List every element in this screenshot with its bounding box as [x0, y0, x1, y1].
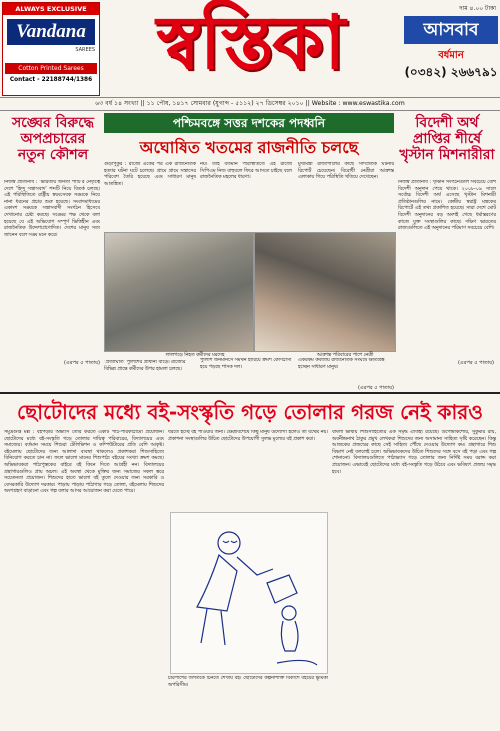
bottom-headline[interactable]: ছোটোদের মধ্যে বই-সংস্কৃতি গড়ে তোলার গরজ নেই কারও: [16, 400, 483, 424]
right-headline[interactable]: বিদেশী অর্থ প্রাপ্তির শীর্ষে খৃস্টান মিশনারীরা: [399, 115, 495, 163]
left-continued: (এরপর ৫ পাতায়): [63, 360, 100, 366]
photo-caption-left: লালগড়ে নিহত কর্মীদের মরদেহ: [165, 353, 225, 358]
newspaper-masthead: স্বস্তিকা: [156, 0, 344, 86]
bottom-body-col2: ধরতে হচ্ছে বই পাওয়ার জন্য। ক্ষেত্রবিশেষে কিছু মানুষ উদ্যোগী হলেও তা যথেষ্ট নয়। প্রকাশনা সংস্থাগুলির উচিত ছোটোদের উপযোগী সুলভ মূল্যের বই প্রকাশ করা।: [168, 430, 328, 442]
price: দাম ৪.০০ টাকা: [459, 5, 496, 12]
center-body-col2: নয়। তাই বর্তমান পরিস্থিতিতে এই রাজ্যে সিপিএম নিজ বাহুবলে ফিরে আসতে চাইছে বলে রাজনৈতিক মহলের ধারণা।: [200, 162, 292, 181]
ad-banner: ALWAYS EXCLUSIVE: [3, 3, 99, 15]
edition-label: আসবাব: [404, 16, 498, 44]
right-article-body: নিজস্ব প্রতিনিধি : খৃস্টান সংগঠনগুলি সবচেয়ে বেশি বিদেশী অনুদান পেয়ে থাকে। ২০০৮-০৯ সালে সর্বোচ্চ বিদেশী অর্থ এসেছে খৃস্টান মিশনারী প্রতিষ্ঠানগুলির নামে। কেন্দ্রীয় স্বরাষ্ট্র মন্ত্রকের রিপোর্টে এই তথ্য প্রকাশিত হয়েছে। সারা দেশে মোট বিদেশী অনুদানের বড় অংশই গেছে ধর্মান্তরণের কাজে যুক্ত সংস্থাগুলির কাছে। দক্ষিণ ভারতের রাজ্যগুলিতে এই অনুদানের পরিমাণ সবচেয়ে বেশি।: [398, 180, 496, 232]
dateline: ৬৩ বর্ষ ১৪ সংখ্যা || ১১ পৌষ, ১৪১৭ সোমবার (যুগাব্দ - ৫১১২) ২৭ ডিসেম্বর ২০১০ || Website : www.eswastika.com: [0, 97, 500, 111]
center-body-col3: মুখ্যমন্ত্রী রাজ্যপালের কাছে সাম্প্রতিক ঘটনার রিপোর্ট চেয়েছেন। বিরোধী নেত্রীরা আক্রান্ত এলাকায় গিয়ে পরিস্থিতি খতিয়ে দেখেছেন।: [298, 162, 394, 181]
center-bottom-col2: পুলিশি জনমানসে সমর্থন হারিয়ে ক্রমশ কোণঠাসা হয়ে পড়ছে শাসক দল।: [200, 358, 292, 370]
bottom-body-col1: সমুদ্রগুপ্ত মল্ল : বইপড়ার অভ্যাস তৈরি করতে একটি পাঠ-পরিকাঠামো প্রয়োজন। ছোটোদের মধ্যে বই-সংস্কৃতি গড়ে তোলার দায়িত্ব পরিবারের, বিদ্যালয়ের এবং সমাজের। বর্তমান সময়ে শিশুরা টেলিভিশন ও কম্পিউটারের প্রতি বেশি আকৃষ্ট। বইমেলায় ছোটোদের জন্য আলাদা ব্যবস্থা থাকলেও প্রকাশকরা শিশুসাহিত্যে বিনিয়োগ করতে চান না। ফলে ভালো মানের শিশুপাঠ্য বইয়ের সংখ্যা ক্রমশ কমছে। অভিভাবকরা পাঠ্যপুস্তকের বাইরে বই কিনে দিতে আগ্রহী নন। বিদ্যালয়ের গ্রন্থাগারগুলিও প্রায় অচল। এই অবস্থা থেকে মুক্তির জন্য সমাজের সকল স্তরে সচেতনতা প্রয়োজন। শিশুদের হাতে ভালো বই তুলে দেওয়ার জন্য সরকারি ও বেসরকারি উদ্যোগ দরকার। পাড়ায় পাড়ায় পাঠাগার গড়ে তোলা, বইমেলায় শিশুদের অংশগ্রহণ বাড়ানো এবং গল্প বলার আসর আয়োজন করা যেতে পারে।: [4, 430, 164, 495]
center-banner: পশ্চিমবঙ্গে সত্তর দশকের পদধ্বনি: [104, 113, 394, 133]
bottom-body-col3: চারপাশের জগতকে চিনতে শেখায় বই। ছোটোদের কল্পনাশক্তি বিকাশে বইয়ের ভূমিকা অপরিসীম।: [168, 676, 328, 688]
left-headline[interactable]: সঙ্ঘের বিরুদ্ধে অপপ্রচারের নতুন কৌশল: [11, 115, 95, 163]
center-headline[interactable]: অঘোষিত খতমের রাজনীতি চলছে: [139, 138, 359, 157]
phone-number: (০৩৪২) ২৬৬৭৯১: [404, 65, 498, 79]
ad-contact: Contact - 22188744/1386: [9, 77, 93, 83]
right-continued: (এরপর ৫ পাতায়): [457, 360, 494, 366]
cartoon-illustration[interactable]: [170, 512, 328, 674]
center-bottom-col3: একরকম কবজায় রাজনৈতিক সংঘর্ষে ক্ষতিগ্রস্ত হচ্ছেন সাধারণ মানুষ।: [298, 358, 385, 370]
section-divider: [0, 392, 500, 394]
center-bottom-col1: ‘প্রত্যাঘাত’ পুলিশের প্রাধান্য বাড়ে। রাজ্যের বিভিন্ন প্রান্তে কর্মীদের উপর হামলা চলছে।: [104, 360, 186, 372]
center-body-col1: গুড়াপুকুর : রাজ্যে একের পর এক রাজনৈতিক হত্যার ঘটনা ঘটে চলেছে। গ্রামে গ্রামে সন্ত্রাসের পরিবেশ তৈরি হয়েছে এবং সাধারণ মানুষ আতঙ্কিত।: [104, 162, 196, 187]
ad-brand: Vandana: [7, 19, 95, 45]
ad-line1: Cotton Printed Sarees: [5, 63, 97, 74]
advertisement-box[interactable]: [2, 2, 100, 96]
ad-sub: SAREES: [75, 47, 95, 53]
edition-city: বর্ধমান: [438, 50, 464, 61]
news-photo-right[interactable]: [254, 232, 396, 352]
cartoon-drawing: [171, 513, 327, 673]
news-photo-left[interactable]: [104, 232, 254, 352]
center-continued: (এরপর ৫ পাতায়): [357, 385, 394, 391]
left-article-body: নিজস্ব প্রতিনিধি : ‘ভারতীয় জনতা পার্টি’র নেতৃত্বে দেশে ‘হিন্দু সন্ত্রাসবাদ’ শব্দটি নিয়ে বিতর্ক চলছে। এই পরিস্থিতিতে রাষ্ট্রীয় স্বয়ংসেবক সঙ্ঘকে নিয়ে নানা ধরনের প্রচার শুরু হয়েছে। সংবাদমাধ্যমের একাংশ সঙ্ঘকে সন্ত্রাসবাদী সংগঠন হিসেবে দেখানোর চেষ্টা করছে। সঙ্ঘের পক্ষ থেকে বলা হয়েছে যে এই অভিযোগ সম্পূর্ণ ভিত্তিহীন এবং রাজনৈতিক উদ্দেশ্যপ্রণোদিত। দেশের মানুষ সত্য জানেন বলে সঙ্ঘ মনে করে।: [4, 180, 100, 238]
photo-caption-right: আক্রান্ত পরিবারের পাশে নেত্রী: [316, 353, 374, 358]
bottom-body-col4: বাংলা ভাষায় শিশুসাহিত্যের এক সমৃদ্ধ ঐতিহ্য রয়েছে। উপেন্দ্রকিশোর, সুকুমার রায়, অবনীন্দ্রনাথ ঠাকুর প্রমুখ লেখকরা শিশুদের জন্য অসামান্য সাহিত্য সৃষ্টি করেছেন। কিন্তু আজকের প্রজন্মের কাছে সেই সাহিত্য পৌঁছে দেওয়ার উদ্যোগ কম। গ্রন্থাগারে শিশু বিভাগ নেই বললেই চলে। অভিভাবকদের উচিত শিশুদের সঙ্গে বসে বই পড়া এবং গল্প শোনানো। বিদ্যালয়গুলিতে পাঠাভ্যাস গড়ে তোলার জন্য নির্দিষ্ট সময় বরাদ্দ করা প্রয়োজন। এভাবেই ছোটোদের মধ্যে বই-সংস্কৃতি গড়ে উঠবে এবং ভবিষ্যৎ প্রজন্ম সমৃদ্ধ হবে।: [332, 430, 496, 475]
